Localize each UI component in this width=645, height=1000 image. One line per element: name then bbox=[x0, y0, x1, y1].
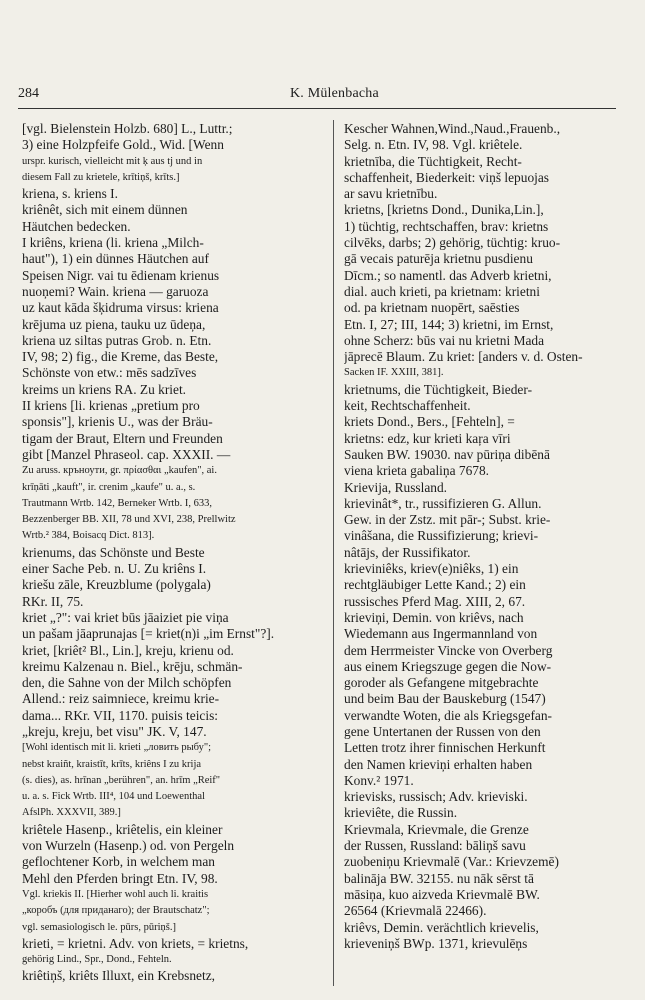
text-line: zuobeniņu Krievmalē (Var.: Krievzemē) bbox=[344, 854, 559, 870]
text-line: Häutchen bedecken. bbox=[22, 218, 131, 234]
text-line: krieviête, die Russin. bbox=[344, 805, 458, 821]
text-line: gā vecais paturēja krietnu pusdienu bbox=[344, 251, 533, 267]
text-line: 3) eine Holzpfeife Gold., Wid. [Wenn bbox=[22, 137, 224, 153]
text-line: Schönste von etw.: mēs sadzīves bbox=[22, 365, 197, 381]
text-line: „kreju, kreju, bet visu" JK. V, 147. bbox=[22, 723, 207, 739]
text-line: u. a. s. Fick Wrtb. III⁴, 104 und Loewenthal bbox=[22, 791, 205, 803]
text-line: krietns: edz, kur krieti kaŗa vīri bbox=[344, 430, 511, 446]
text-line: urspr. kurisch, vielleicht mit ķ aus tj und in bbox=[22, 155, 203, 167]
text-line: RKr. II, 75. bbox=[22, 593, 84, 609]
text-line: krieviniêks, kriev(e)niêks, 1) ein bbox=[344, 561, 519, 577]
text-line: kriêtele Hasenp., kriêtelis, ein kleiner bbox=[22, 821, 223, 837]
text-line: vinâšana, die Russifizierung; krievi- bbox=[344, 528, 539, 544]
text-line: jāprecē Blaum. Zu kriet: [anders v. d. Osten- bbox=[344, 349, 583, 365]
text-line: Letten trotz ihrer finnischen Herkunft bbox=[344, 740, 546, 756]
text-line: krieviņi, Demin. von kriêvs, nach bbox=[344, 609, 524, 625]
text-line: krīṇāti „kauft", ir. crenim „kaufe" u. a., s. bbox=[22, 481, 196, 493]
text-line: Allend.: reiz saimniece, kreimu krie- bbox=[22, 691, 220, 707]
text-line: Wrtb.² 384, Boisacq Dict. 813]. bbox=[22, 530, 155, 542]
text-line: sponsis"], krienis U., was der Bräu- bbox=[22, 414, 213, 430]
text-line: krietnums, die Tüchtigkeit, Bieder- bbox=[344, 381, 533, 397]
text-line: vgl. semasiologisch le. pūrs, pūriņš.] bbox=[22, 921, 176, 933]
text-line: od. pa krietnam nuopērt, saēsties bbox=[344, 300, 520, 316]
page-number: 284 bbox=[18, 86, 39, 101]
column-divider bbox=[333, 120, 334, 986]
text-line: Kescher Wahnen,Wind.,Naud.,Frauenb., bbox=[344, 121, 561, 136]
text-line: Zu aruss. кръноути, gr. πρίασθαι „kaufen", ai. bbox=[22, 465, 217, 477]
text-line: diesem Fall zu krietele, krītiņš, krīts.] bbox=[22, 171, 180, 183]
text-line: Speisen Nigr. vai tu ēdienam krienus bbox=[22, 267, 220, 283]
text-line: Bezzenberger BB. XII, 78 und XVI, 238, Prellwitz bbox=[22, 514, 236, 526]
text-line: kriet „?": vai kriet būs jāaiziet pie viņa bbox=[22, 609, 229, 625]
text-line: Vgl. kriekis II. [Hierher wohl auch li. kraitis bbox=[22, 888, 209, 900]
text-line: 26564 (Krievmalā 22466). bbox=[344, 903, 487, 919]
text-line: kriešu zāle, Kreuzblume (polygala) bbox=[22, 577, 211, 593]
text-line: „коробъ (для приданаго); der Brautschatz"; bbox=[22, 905, 210, 917]
text-line: krievisks, russisch; Adv. krieviski. bbox=[344, 789, 528, 805]
text-line: Selg. n. Etn. IV, 98. Vgl. kriêtele. bbox=[344, 137, 523, 153]
text-line: goroder als Gefangene mitgebrachte bbox=[344, 675, 539, 691]
text-line: krietns, [krietns Dond., Dunika,Lin.], bbox=[344, 202, 544, 218]
text-line: (s. dies), as. hrīnan „berühren", an. hrīm „Reif" bbox=[22, 774, 221, 786]
right-column bbox=[344, 121, 626, 952]
text-line: krieveniņš BWp. 1371, krievulēņs bbox=[344, 935, 528, 951]
text-line: Krievija, Russland. bbox=[344, 479, 448, 495]
text-line: dial. auch krieti, pa krietnam: krietni bbox=[344, 283, 540, 299]
text-line: den Namen krieviņi erhalten haben bbox=[344, 756, 533, 772]
text-line: nuoņemi? Wain. kriena — garuoza bbox=[22, 283, 209, 299]
text-line: un pašam jāaprunajas [= kriet(n)i „im Ernst"?]. bbox=[22, 626, 275, 642]
text-line: II kriens [li. krienas „pretium pro bbox=[22, 398, 200, 414]
text-line: russisches Pferd Mag. XIII, 2, 67. bbox=[344, 593, 526, 609]
text-line: [Wohl identisch mit li. krieti „ловить рыбу"; bbox=[22, 742, 212, 754]
text-line: kriena, s. kriens I. bbox=[22, 186, 118, 202]
text-line: krietnība, die Tüchtigkeit, Recht- bbox=[344, 153, 522, 169]
text-line: und beim Bau der Bauskeburg (1547) bbox=[344, 691, 546, 707]
text-line: viena krieta gabaliņa 7678. bbox=[344, 463, 490, 479]
text-line: dem Herrmeister Vincke von Overberg bbox=[344, 642, 553, 658]
text-line: kriênêt, sich mit einem dünnen bbox=[22, 202, 188, 218]
text-line: ohne Scherz: būs vai nu krietni Mada bbox=[344, 332, 545, 348]
text-line: nebst kraiñt, kraistīt, krīts, kriêns I zu krija bbox=[22, 758, 202, 770]
text-line: tigam der Braut, Eltern und Freunden bbox=[22, 430, 223, 446]
running-title: K. Mülenbacha bbox=[290, 86, 379, 101]
text-line: kriena uz siltas putras Grob. n. Etn. bbox=[22, 332, 212, 348]
text-line: IV, 98; 2) fig., die Kreme, das Beste, bbox=[22, 349, 219, 365]
text-line: kriets Dond., Bers., [Fehteln], = bbox=[344, 414, 515, 430]
text-line: krējuma uz piena, tauku uz ūdeņa, bbox=[22, 316, 206, 332]
text-line: ar savu krietnību. bbox=[344, 186, 438, 202]
text-line: māsiņa, kuo aizveda Krievmalē BW. bbox=[344, 886, 540, 902]
text-line: Wiedemann aus Ingermannland von bbox=[344, 626, 538, 642]
text-line: Mehl den Pferden bringt Etn. IV, 98. bbox=[22, 870, 218, 886]
text-line: haut"), 1) ein dünnes Häutchen auf bbox=[22, 251, 209, 267]
text-line: kriêtiņš, kriêts Illuxt, ein Krebsnetz, bbox=[22, 968, 216, 984]
text-line: krievinât*, tr., russifizieren G. Allun. bbox=[344, 495, 542, 511]
text-line: verwandte Woten, die als Kriegsgefan- bbox=[344, 707, 553, 723]
text-line: 1) tüchtig, rechtschaffen, brav: krietns bbox=[344, 218, 549, 234]
text-line: gehörig Lind., Spr., Dond., Fehteln. bbox=[22, 954, 172, 966]
text-line: aus einem Kriegszuge gegen die Now- bbox=[344, 658, 552, 674]
text-line: von Wurzeln (Hasenp.) od. von Pergeln bbox=[22, 838, 235, 854]
text-line: kreimu Kalzenau n. Biel., krēju, schmän- bbox=[22, 658, 243, 674]
text-line: balināja BW. 32155. nu nāk sērst tā bbox=[344, 870, 534, 886]
text-line: Trautmann Wrtb. 142, Berneker Wrtb. I, 633, bbox=[22, 497, 212, 509]
text-line: Krievmala, Krievmale, die Grenze bbox=[344, 821, 529, 837]
text-line: krienums, das Schönste und Beste bbox=[22, 544, 205, 560]
text-line: krieti, = krietni. Adv. von kriets, = krietns, bbox=[22, 935, 249, 951]
header-rule bbox=[18, 108, 616, 109]
text-line: den, die Sahne von der Milch schöpfen bbox=[22, 675, 232, 691]
text-line: Konv.² 1971. bbox=[344, 772, 414, 788]
text-line: gibt [Manzel Phraseol. cap. XXXII. — bbox=[22, 446, 231, 462]
text-line: Sacken IF. XXIII, 381]. bbox=[344, 367, 444, 379]
text-line: dama... RKr. VII, 1170. puisis teicis: bbox=[22, 707, 219, 723]
text-line: rechtgläubiger Lette Kand.; 2) ein bbox=[344, 577, 526, 593]
text-line: nâtājs, der Russifikator. bbox=[344, 544, 471, 560]
text-line: Etn. I, 27; III, 144; 3) krietni, im Ernst, bbox=[344, 316, 554, 332]
text-line: gene Untertanen der Russen von den bbox=[344, 723, 541, 739]
text-line: Sauken BW. 19030. nav pūriņa dibēnā bbox=[344, 446, 550, 462]
text-line: cilvēks, darbs; 2) gehörig, tüchtig: kruo- bbox=[344, 235, 561, 251]
text-line: geflochtener Korb, in welchem man bbox=[22, 854, 215, 870]
text-line: kreims un kriens RA. Zu kriet. bbox=[22, 381, 187, 397]
page-header bbox=[18, 86, 616, 108]
text-line: der Russen, Russland: bāliņš savu bbox=[344, 838, 526, 854]
text-line: AfslPh. XXXVII, 389.] bbox=[22, 807, 121, 819]
text-line: einer Sache Peb. n. U. Zu kriêns I. bbox=[22, 561, 207, 577]
text-line: I kriêns, kriena (li. kriena „Milch- bbox=[22, 235, 204, 251]
text-line: Gew. in der Zstz. mit pār-; Subst. krie- bbox=[344, 512, 551, 528]
text-line: schaffenheit, Biederkeit: viņš lepuojas bbox=[344, 169, 550, 185]
left-column bbox=[22, 121, 322, 985]
text-line: kriêvs, Demin. verächtlich krievelis, bbox=[344, 919, 539, 935]
text-line: Dīcm.; so namentl. das Adverb krietni, bbox=[344, 267, 552, 283]
text-line: kriet, [kriêt² Bl., Lin.], kreju, krienu od. bbox=[22, 642, 234, 658]
text-line: [vgl. Bielenstein Holzb. 680] L., Luttr.; bbox=[22, 121, 233, 136]
text-line: uz kaut kāda šķidruma virsus: kriena bbox=[22, 300, 219, 316]
text-line: keit, Rechtschaffenheit. bbox=[344, 398, 471, 414]
